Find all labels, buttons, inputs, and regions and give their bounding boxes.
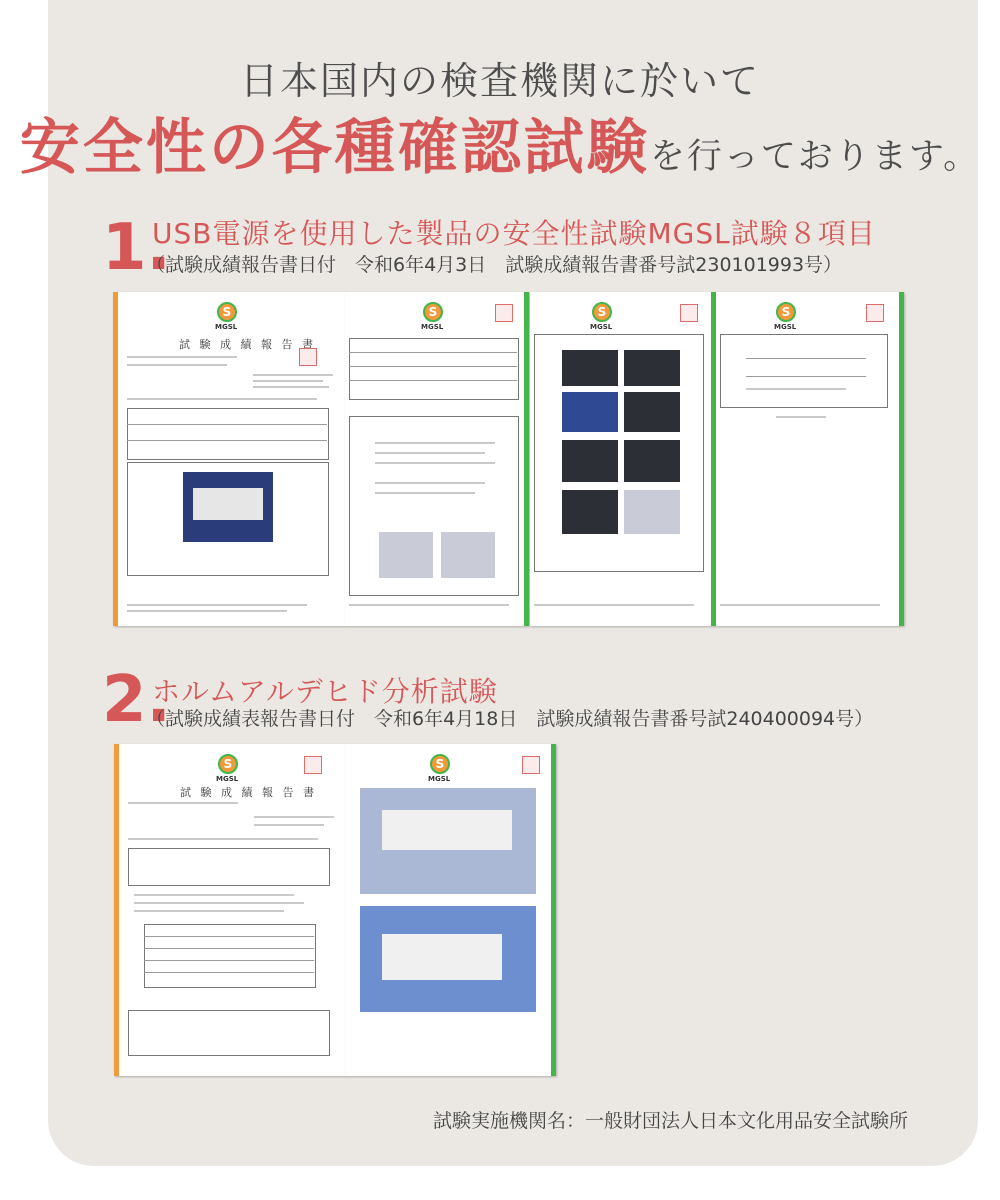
section-1-subtitle: （試験成績報告書日付 令和6年4月3日 試験成績報告書番号試230101993号） bbox=[146, 254, 843, 276]
report-title: 試 験 成 績 報 告 書 bbox=[179, 338, 316, 351]
section-2-number: 2. bbox=[102, 663, 171, 737]
analysis-report-page-1 bbox=[114, 744, 346, 1076]
report-page-4 bbox=[716, 292, 904, 626]
section-1-number: 1. bbox=[102, 211, 171, 285]
mgsl-logo-icon: S bbox=[592, 302, 612, 322]
report-page-2 bbox=[345, 292, 529, 626]
logo-text: MGSL bbox=[590, 323, 613, 331]
header-rest: を行っております。 bbox=[649, 137, 981, 177]
logo-text: MGSL bbox=[216, 775, 239, 783]
mgsl-logo-icon: S bbox=[430, 754, 450, 774]
analysis-report-page-2 bbox=[346, 744, 556, 1076]
logo-text: MGSL bbox=[215, 323, 238, 331]
section-2-subtitle: （試験成績表報告書日付 令和6年4月18日 試験成績報告書番号試240400094号） bbox=[146, 708, 874, 730]
header-line-1: 日本国内の検査機関に於いて bbox=[239, 59, 760, 103]
report-title: 試 験 成 績 報 告 書 bbox=[180, 786, 317, 799]
mgsl-logo-icon: S bbox=[218, 754, 238, 774]
logo-text: MGSL bbox=[774, 323, 797, 331]
section-2-title: ホルムアルデヒド分析試験 bbox=[152, 675, 498, 708]
mgsl-logo-icon: S bbox=[423, 302, 443, 322]
mgsl-logo-icon: S bbox=[217, 302, 237, 322]
section-1-title: USB電源を使用した製品の安全性試験MGSL試験８項目 bbox=[152, 217, 876, 250]
report-page-1 bbox=[113, 292, 345, 626]
header-highlight: 安全性の各種確認試験 bbox=[19, 113, 650, 183]
report-page-3 bbox=[530, 292, 716, 626]
logo-text: MGSL bbox=[421, 323, 444, 331]
logo-text: MGSL bbox=[428, 775, 451, 783]
mgsl-logo-icon: S bbox=[776, 302, 796, 322]
header-line-2 bbox=[0, 100, 1000, 186]
institution-name: 試験実施機関名：一般財団法人日本文化用品安全試験所 bbox=[432, 1110, 908, 1132]
